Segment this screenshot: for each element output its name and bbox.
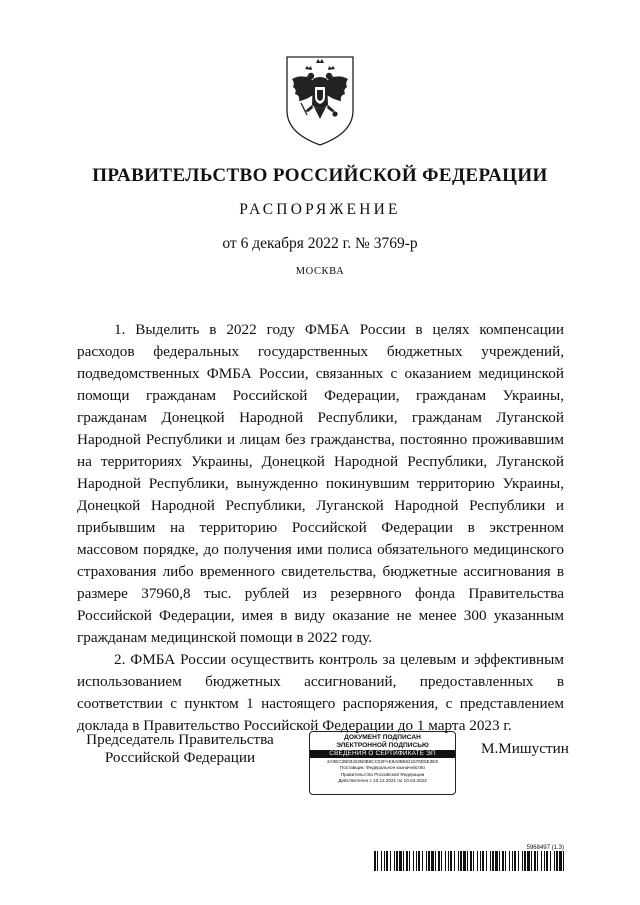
barcode-bar: [470, 851, 472, 871]
barcode-bar: [495, 851, 498, 871]
signer-position-line-1: Председатель Правительства: [86, 731, 274, 748]
barcode-bar: [384, 851, 385, 871]
barcode-bar: [480, 851, 481, 871]
barcode-bar: [386, 851, 388, 871]
barcode-bar: [467, 851, 468, 871]
barcode-bar: [394, 851, 395, 871]
barcode-bar: [396, 851, 398, 871]
barcode-bar: [406, 851, 408, 871]
barcode-bar: [502, 851, 504, 871]
paragraph-2: 2. ФМБА России осуществить контроль за целевым и эффективным использованием бюджетных ассигнований, предоставленных в соответствии с пунктом 1 настоящего распоряжения, с представлением доклада в Правительство Российской Федерации до 1 марта 2023 г.: [77, 651, 564, 734]
barcode-bar: [403, 851, 404, 871]
barcode-bar: [554, 851, 555, 871]
barcode-bar: [531, 851, 532, 871]
document-city: МОСКВА: [295, 266, 345, 277]
barcode-bar: [544, 851, 545, 871]
barcode-bar: [438, 851, 440, 871]
barcode-bar: [460, 851, 462, 871]
barcode-bar: [477, 851, 478, 871]
government-title: ПРАВИТЕЛЬСТВО РОССИЙСКОЙ ФЕДЕРАЦИИ: [92, 165, 548, 186]
barcode-bar: [454, 851, 455, 871]
barcode-icon: [374, 851, 566, 871]
signer-position-line-2: Российской Федерации: [104, 749, 256, 766]
barcode-bar: [445, 851, 446, 871]
coat-of-arms-icon: [283, 55, 357, 147]
barcode-bar: [509, 851, 510, 871]
stamp-certificate-header: СВЕДЕНИЯ О СЕРТИФИКАТЕ ЭП: [310, 750, 455, 758]
barcode-bar: [458, 851, 459, 871]
stamp-issuer: Поставщик: Федеральное казначейство: [340, 765, 425, 771]
barcode-bar: [522, 851, 523, 871]
signer-name: М.Мишустин: [481, 740, 569, 757]
signer-position: [80, 731, 280, 767]
barcode-bar: [524, 851, 526, 871]
barcode-bar: [409, 851, 410, 871]
stamp-line-2: ЭЛЕКТРОННОЙ ПОДПИСЬЮ: [336, 741, 429, 749]
barcode-bar: [377, 851, 378, 871]
barcode-bar: [559, 851, 562, 871]
barcode-bar: [422, 851, 423, 871]
electronic-signature-stamp: [309, 731, 456, 795]
paragraph-1: 1. Выделить в 2022 году ФМБА России в целях компенсации расходов федеральных государственных бюджетных учреждений, подведомственных ФМБА России, связанных с оказанием медицинской помощи гражданам Российской Федерации, гражданам Украины, гражданам Донецкой Народной Республики, гражданам Луганской Народной Республики и лицам без гражданства, постоянно проживавшим на территориях Украины, Донецкой Народной Республики, Луганской Народной Республики, вынужденно покинувшим территорию Украины, Донецкой Народной Республики, Луганской Народной Республики и прибывшим на территорию Российской Федерации в экстренном массовом порядке, до получения ими полиса обязательного медицинского страхования либо временного свидетельства, бюджетные ассигнования в размере 37960,8 тыс. рублей из резервного фонда Правительства Российской Федерации, имея в виду оказание не менее 300 указанным гражданам медицинской помощи в 2022 году.: [77, 321, 564, 646]
barcode-bar: [556, 851, 558, 871]
stamp-line-1: ДОКУМЕНТ ПОДПИСАН: [344, 734, 421, 741]
barcode-bar: [431, 851, 434, 871]
barcode-bar: [482, 851, 484, 871]
barcode-bar: [426, 851, 427, 871]
barcode-bar: [390, 851, 391, 871]
barcode-bar: [473, 851, 474, 871]
barcode-bar: [486, 851, 487, 871]
barcode-bar: [514, 851, 516, 871]
barcode-bar: [499, 851, 500, 871]
barcode-bar: [550, 851, 551, 871]
barcode-bar: [418, 851, 420, 871]
barcode-bar: [537, 851, 538, 871]
barcode-bar: [492, 851, 494, 871]
barcode-bar: [546, 851, 548, 871]
barcode-bar: [450, 851, 452, 871]
barcode-bar: [534, 851, 536, 871]
barcode-bar: [527, 851, 530, 871]
barcode-bar: [505, 851, 506, 871]
barcode-bar: [399, 851, 402, 871]
document-code: 5968497 (1.3): [526, 845, 564, 851]
barcode-bar: [381, 851, 382, 871]
document-date-number: от 6 декабря 2022 г. № 3769-р: [222, 235, 418, 252]
barcode-bar: [541, 851, 542, 871]
document-type: РАСПОРЯЖЕНИЕ: [239, 201, 401, 218]
barcode-bar: [448, 851, 449, 871]
barcode-bar: [563, 851, 564, 871]
barcode-bar: [428, 851, 430, 871]
barcode-bar: [518, 851, 519, 871]
barcode-bar: [490, 851, 491, 871]
stamp-owner: Правительство Российской Федерации: [340, 771, 425, 777]
barcode-bar: [374, 851, 376, 871]
barcode-bar: [435, 851, 436, 871]
barcode-bar: [416, 851, 417, 871]
stamp-validity: Действителен с 10.12.2021 по 10.03.2023: [338, 777, 427, 783]
barcode-bar: [512, 851, 513, 871]
barcode-bar: [441, 851, 442, 871]
barcode-bar: [413, 851, 414, 871]
barcode-bar: [463, 851, 466, 871]
stamp-serial: 2A0EC2B03432B0B8CC02FAE9A0B6621576D5E3E8: [327, 759, 438, 764]
document-body: [77, 319, 564, 737]
